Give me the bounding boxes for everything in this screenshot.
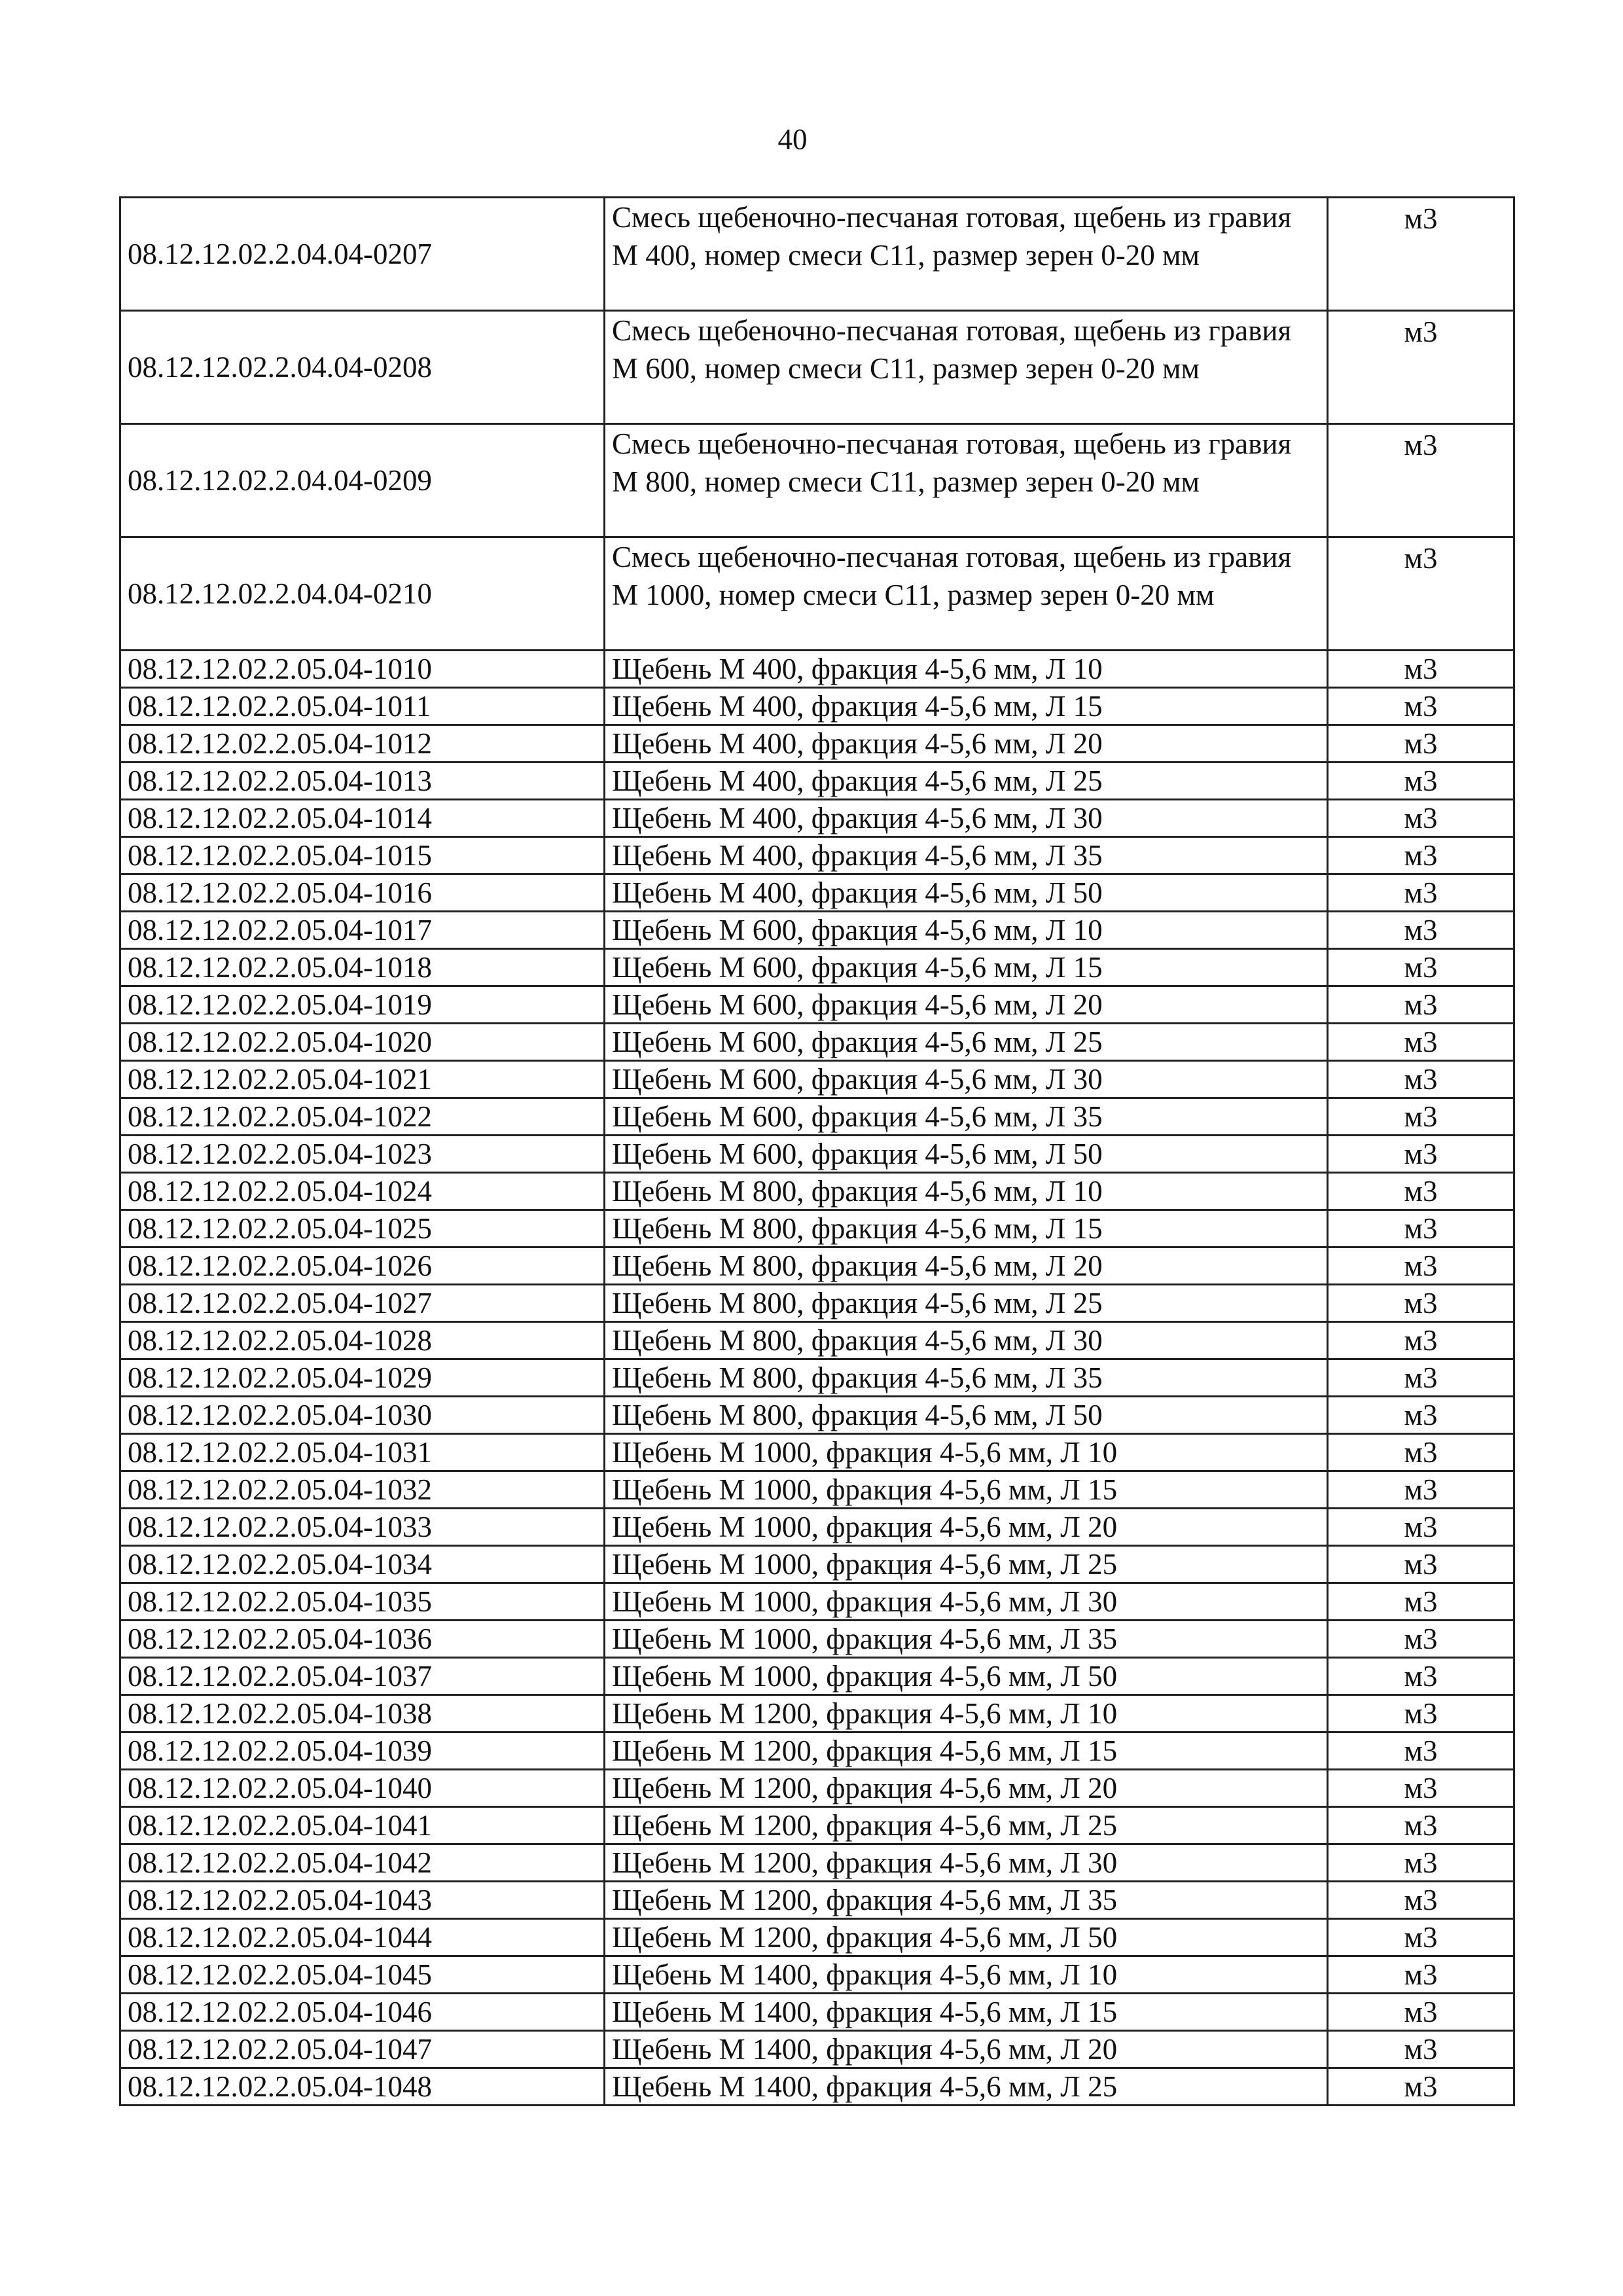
unit-cell: м3: [1328, 1136, 1514, 1173]
unit-cell: м3: [1328, 651, 1514, 688]
table-row: [120, 1136, 1514, 1173]
materials-table: [119, 196, 1515, 2106]
unit-cell: м3: [1328, 1397, 1514, 1434]
unit-cell: м3: [1328, 537, 1514, 651]
code-cell: 08.12.12.02.2.05.04-1047: [120, 2031, 605, 2068]
name-cell: Щебень М 400, фракция 4-5,6 мм, Л 25: [605, 762, 1328, 800]
name-cell: Щебень М 600, фракция 4-5,6 мм, Л 15: [605, 949, 1328, 986]
unit-cell: м3: [1328, 1024, 1514, 1061]
unit-cell: м3: [1328, 1695, 1514, 1732]
unit-cell: м3: [1328, 1509, 1514, 1546]
code-cell: 08.12.12.02.2.05.04-1039: [120, 1732, 605, 1770]
name-cell: Щебень М 1200, фракция 4-5,6 мм, Л 35: [605, 1882, 1328, 1919]
name-cell: Щебень М 600, фракция 4-5,6 мм, Л 10: [605, 912, 1328, 949]
name-cell: Щебень М 1000, фракция 4-5,6 мм, Л 50: [605, 1658, 1328, 1695]
code-cell: 08.12.12.02.2.05.04-1033: [120, 1509, 605, 1546]
table-row: [120, 912, 1514, 949]
code-cell: 08.12.12.02.2.05.04-1048: [120, 2068, 605, 2106]
page-number: 40: [777, 123, 808, 156]
table-row: [120, 837, 1514, 874]
code-cell: 08.12.12.02.2.05.04-1022: [120, 1098, 605, 1136]
table-row: [120, 1173, 1514, 1210]
name-cell: Щебень М 1400, фракция 4-5,6 мм, Л 10: [605, 1956, 1328, 1994]
code-cell: 08.12.12.02.2.05.04-1011: [120, 688, 605, 725]
unit-cell: м3: [1328, 1658, 1514, 1695]
table-row: [120, 1882, 1514, 1919]
name-cell: Щебень М 1000, фракция 4-5,6 мм, Л 10: [605, 1434, 1328, 1471]
name-cell: Щебень М 1200, фракция 4-5,6 мм, Л 15: [605, 1732, 1328, 1770]
code-cell: 08.12.12.02.2.05.04-1026: [120, 1247, 605, 1285]
table-row: [120, 762, 1514, 800]
table-row: [120, 311, 1514, 424]
table-row: [120, 2031, 1514, 2068]
code-cell: 08.12.12.02.2.05.04-1020: [120, 1024, 605, 1061]
name-cell: Щебень М 1000, фракция 4-5,6 мм, Л 35: [605, 1621, 1328, 1658]
unit-cell: м3: [1328, 424, 1514, 537]
table-row: [120, 1098, 1514, 1136]
name-cell: Щебень М 600, фракция 4-5,6 мм, Л 25: [605, 1024, 1328, 1061]
code-cell: 08.12.12.02.2.05.04-1025: [120, 1210, 605, 1247]
code-cell: 08.12.12.02.2.04.04-0209: [120, 424, 605, 537]
code-cell: 08.12.12.02.2.05.04-1014: [120, 800, 605, 837]
table-row: [120, 688, 1514, 725]
code-cell: 08.12.12.02.2.04.04-0210: [120, 537, 605, 651]
name-cell: Щебень М 400, фракция 4-5,6 мм, Л 20: [605, 725, 1328, 762]
name-cell: Щебень М 1000, фракция 4-5,6 мм, Л 15: [605, 1471, 1328, 1509]
unit-cell: м3: [1328, 1770, 1514, 1807]
code-cell: 08.12.12.02.2.05.04-1027: [120, 1285, 605, 1322]
name-cell: Щебень М 400, фракция 4-5,6 мм, Л 15: [605, 688, 1328, 725]
table-row: [120, 1807, 1514, 1844]
table-row: [120, 424, 1514, 537]
table-row: [120, 725, 1514, 762]
name-cell: Щебень М 400, фракция 4-5,6 мм, Л 35: [605, 837, 1328, 874]
name-cell: Щебень М 800, фракция 4-5,6 мм, Л 15: [605, 1210, 1328, 1247]
unit-cell: м3: [1328, 1583, 1514, 1621]
table-row: [120, 949, 1514, 986]
unit-cell: м3: [1328, 1807, 1514, 1844]
name-cell: Щебень М 600, фракция 4-5,6 мм, Л 30: [605, 1061, 1328, 1098]
table-row: [120, 651, 1514, 688]
name-cell: Щебень М 800, фракция 4-5,6 мм, Л 35: [605, 1359, 1328, 1397]
table-row: [120, 1621, 1514, 1658]
table-row: [120, 1359, 1514, 1397]
unit-cell: м3: [1328, 1956, 1514, 1994]
name-cell: Щебень М 1200, фракция 4-5,6 мм, Л 30: [605, 1844, 1328, 1882]
name-cell: Щебень М 800, фракция 4-5,6 мм, Л 30: [605, 1322, 1328, 1359]
name-cell: Смесь щебеночно-песчаная готовая, щебень из гравия М 800, номер смеси С11, размер зерен 0-20 мм: [605, 424, 1328, 537]
table-row: [120, 198, 1514, 311]
code-cell: 08.12.12.02.2.04.04-0207: [120, 198, 605, 311]
code-cell: 08.12.12.02.2.05.04-1045: [120, 1956, 605, 1994]
code-cell: 08.12.12.02.2.05.04-1031: [120, 1434, 605, 1471]
code-cell: 08.12.12.02.2.05.04-1018: [120, 949, 605, 986]
table-row: [120, 1695, 1514, 1732]
code-cell: 08.12.12.02.2.05.04-1021: [120, 1061, 605, 1098]
name-cell: Щебень М 600, фракция 4-5,6 мм, Л 20: [605, 986, 1328, 1024]
unit-cell: м3: [1328, 1621, 1514, 1658]
name-cell: Смесь щебеночно-песчаная готовая, щебень из гравия М 400, номер смеси С11, размер зерен 0-20 мм: [605, 198, 1328, 311]
code-cell: 08.12.12.02.2.05.04-1040: [120, 1770, 605, 1807]
code-cell: 08.12.12.02.2.05.04-1028: [120, 1322, 605, 1359]
name-cell: Щебень М 400, фракция 4-5,6 мм, Л 50: [605, 874, 1328, 912]
name-cell: Щебень М 1200, фракция 4-5,6 мм, Л 20: [605, 1770, 1328, 1807]
materials-table-body: [120, 198, 1514, 2106]
unit-cell: м3: [1328, 912, 1514, 949]
name-cell: Щебень М 1200, фракция 4-5,6 мм, Л 10: [605, 1695, 1328, 1732]
unit-cell: м3: [1328, 1882, 1514, 1919]
table-row: [120, 1919, 1514, 1956]
unit-cell: м3: [1328, 2031, 1514, 2068]
name-cell: Щебень М 1200, фракция 4-5,6 мм, Л 50: [605, 1919, 1328, 1956]
table-row: [120, 1770, 1514, 1807]
unit-cell: м3: [1328, 1434, 1514, 1471]
unit-cell: м3: [1328, 874, 1514, 912]
table-row: [120, 986, 1514, 1024]
table-row: [120, 1509, 1514, 1546]
code-cell: 08.12.12.02.2.05.04-1013: [120, 762, 605, 800]
unit-cell: м3: [1328, 1173, 1514, 1210]
unit-cell: м3: [1328, 198, 1514, 311]
table-row: [120, 537, 1514, 651]
code-cell: 08.12.12.02.2.05.04-1035: [120, 1583, 605, 1621]
code-cell: 08.12.12.02.2.05.04-1037: [120, 1658, 605, 1695]
name-cell: Щебень М 800, фракция 4-5,6 мм, Л 10: [605, 1173, 1328, 1210]
code-cell: 08.12.12.02.2.05.04-1032: [120, 1471, 605, 1509]
table-row: [120, 2068, 1514, 2106]
code-cell: 08.12.12.02.2.05.04-1015: [120, 837, 605, 874]
code-cell: 08.12.12.02.2.05.04-1017: [120, 912, 605, 949]
unit-cell: м3: [1328, 1471, 1514, 1509]
code-cell: 08.12.12.02.2.05.04-1012: [120, 725, 605, 762]
unit-cell: м3: [1328, 725, 1514, 762]
name-cell: Смесь щебеночно-песчаная готовая, щебень из гравия М 600, номер смеси С11, размер зерен 0-20 мм: [605, 311, 1328, 424]
table-row: [120, 1397, 1514, 1434]
table-row: [120, 1210, 1514, 1247]
name-cell: Щебень М 800, фракция 4-5,6 мм, Л 20: [605, 1247, 1328, 1285]
table-row: [120, 1434, 1514, 1471]
table-row: [120, 1247, 1514, 1285]
unit-cell: м3: [1328, 800, 1514, 837]
code-cell: 08.12.12.02.2.05.04-1016: [120, 874, 605, 912]
table-row: [120, 800, 1514, 837]
unit-cell: м3: [1328, 688, 1514, 725]
code-cell: 08.12.12.02.2.05.04-1030: [120, 1397, 605, 1434]
code-cell: 08.12.12.02.2.04.04-0208: [120, 311, 605, 424]
table-row: [120, 1024, 1514, 1061]
unit-cell: м3: [1328, 949, 1514, 986]
code-cell: 08.12.12.02.2.05.04-1019: [120, 986, 605, 1024]
unit-cell: м3: [1328, 311, 1514, 424]
unit-cell: м3: [1328, 1732, 1514, 1770]
code-cell: 08.12.12.02.2.05.04-1010: [120, 651, 605, 688]
name-cell: Щебень М 1000, фракция 4-5,6 мм, Л 25: [605, 1546, 1328, 1583]
name-cell: Щебень М 1400, фракция 4-5,6 мм, Л 20: [605, 2031, 1328, 2068]
table-row: [120, 1471, 1514, 1509]
unit-cell: м3: [1328, 1919, 1514, 1956]
code-cell: 08.12.12.02.2.05.04-1029: [120, 1359, 605, 1397]
code-cell: 08.12.12.02.2.05.04-1044: [120, 1919, 605, 1956]
unit-cell: м3: [1328, 1210, 1514, 1247]
table-row: [120, 1658, 1514, 1695]
name-cell: Щебень М 800, фракция 4-5,6 мм, Л 25: [605, 1285, 1328, 1322]
name-cell: Щебень М 1200, фракция 4-5,6 мм, Л 25: [605, 1807, 1328, 1844]
table-row: [120, 874, 1514, 912]
unit-cell: м3: [1328, 1247, 1514, 1285]
table-row: [120, 1956, 1514, 1994]
unit-cell: м3: [1328, 1322, 1514, 1359]
name-cell: Щебень М 800, фракция 4-5,6 мм, Л 50: [605, 1397, 1328, 1434]
unit-cell: м3: [1328, 986, 1514, 1024]
name-cell: Щебень М 400, фракция 4-5,6 мм, Л 30: [605, 800, 1328, 837]
table-row: [120, 1732, 1514, 1770]
code-cell: 08.12.12.02.2.05.04-1036: [120, 1621, 605, 1658]
unit-cell: м3: [1328, 1098, 1514, 1136]
code-cell: 08.12.12.02.2.05.04-1041: [120, 1807, 605, 1844]
name-cell: Щебень М 600, фракция 4-5,6 мм, Л 50: [605, 1136, 1328, 1173]
table-row: [120, 1322, 1514, 1359]
unit-cell: м3: [1328, 837, 1514, 874]
name-cell: Щебень М 600, фракция 4-5,6 мм, Л 35: [605, 1098, 1328, 1136]
unit-cell: м3: [1328, 1844, 1514, 1882]
unit-cell: м3: [1328, 1061, 1514, 1098]
name-cell: Щебень М 1400, фракция 4-5,6 мм, Л 25: [605, 2068, 1328, 2106]
code-cell: 08.12.12.02.2.05.04-1023: [120, 1136, 605, 1173]
table-row: [120, 1061, 1514, 1098]
name-cell: Щебень М 1000, фракция 4-5,6 мм, Л 30: [605, 1583, 1328, 1621]
code-cell: 08.12.12.02.2.05.04-1034: [120, 1546, 605, 1583]
code-cell: 08.12.12.02.2.05.04-1042: [120, 1844, 605, 1882]
unit-cell: м3: [1328, 1994, 1514, 2031]
code-cell: 08.12.12.02.2.05.04-1038: [120, 1695, 605, 1732]
name-cell: Смесь щебеночно-песчаная готовая, щебень из гравия М 1000, номер смеси С11, размер зерен 0-20 мм: [605, 537, 1328, 651]
unit-cell: м3: [1328, 2068, 1514, 2106]
table-row: [120, 1994, 1514, 2031]
table-row: [120, 1583, 1514, 1621]
code-cell: 08.12.12.02.2.05.04-1024: [120, 1173, 605, 1210]
name-cell: Щебень М 1400, фракция 4-5,6 мм, Л 15: [605, 1994, 1328, 2031]
unit-cell: м3: [1328, 1359, 1514, 1397]
table-row: [120, 1546, 1514, 1583]
table-row: [120, 1285, 1514, 1322]
table-row: [120, 1844, 1514, 1882]
unit-cell: м3: [1328, 762, 1514, 800]
code-cell: 08.12.12.02.2.05.04-1043: [120, 1882, 605, 1919]
code-cell: 08.12.12.02.2.05.04-1046: [120, 1994, 605, 2031]
unit-cell: м3: [1328, 1546, 1514, 1583]
unit-cell: м3: [1328, 1285, 1514, 1322]
name-cell: Щебень М 1000, фракция 4-5,6 мм, Л 20: [605, 1509, 1328, 1546]
name-cell: Щебень М 400, фракция 4-5,6 мм, Л 10: [605, 651, 1328, 688]
